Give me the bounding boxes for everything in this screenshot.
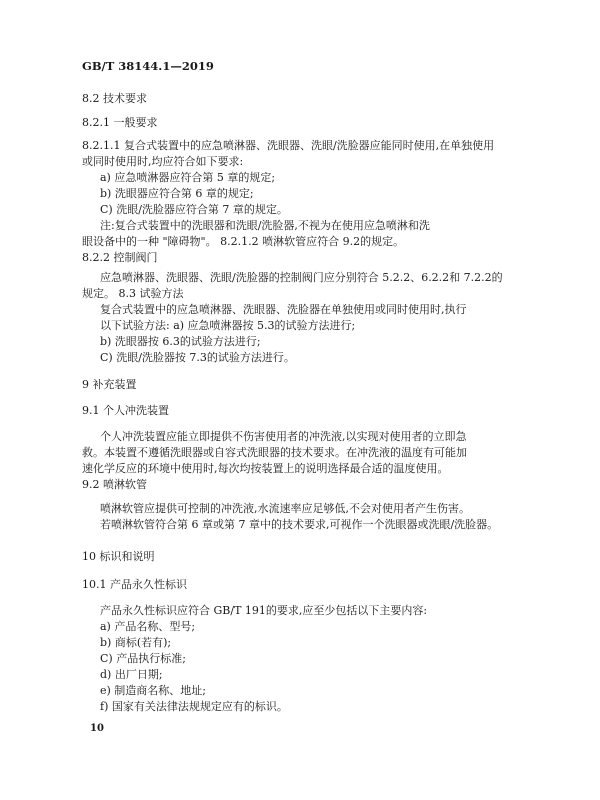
standard-number-header: GB/T 38144.1—2019 (82, 59, 214, 73)
body-line: 若喷淋软管符合第 6 章或第 7 章中的技术要求,可视作一个洗眼器或洗眼/洗脸器。 (100, 518, 499, 531)
list-item: b) 洗眼器按 6.3的试验方法进行; (100, 335, 261, 348)
list-item: f) 国家有关法律法规规定应有的标识。 (100, 700, 288, 713)
body-line: 个人冲洗装置应能立即提供不伤害使用者的冲洗液,以实现对使用者的立即急 (100, 430, 467, 443)
list-item: b) 商标(若有); (100, 636, 172, 649)
section-10-1-heading: 10.1 产品永久性标识 (82, 578, 187, 591)
list-item: b) 洗眼器应符合第 6 章的规定; (100, 187, 254, 200)
list-item: e) 制造商名称、地址; (100, 684, 207, 697)
section-10-heading: 10 标识和说明 (82, 550, 155, 563)
list-item: d) 出厂日期; (100, 668, 163, 681)
list-item: C) 洗眼/洗脸器按 7.3的试验方法进行。 (100, 351, 295, 364)
body-line: 救。本装置不遵循洗眼器或自容式洗眼器的技术要求。在冲洗液的温度有可能加 (82, 446, 467, 459)
section-9-1-heading: 9.1 个人冲洗装置 (82, 404, 169, 417)
section-9-2-heading: 9.2 喷淋软管 (82, 478, 147, 491)
body-line: 或同时使用时,均应符合如下要求: (82, 155, 244, 168)
body-line: 喷淋软管应提供可控制的冲洗液,水流速率应足够低,不会对使用者产生伤害。 (100, 502, 470, 515)
body-line: 规定。 8.3 试验方法 (82, 287, 184, 300)
body-line: 产品永久性标识应符合 GB/T 191的要求,应至少包括以下主要内容: (100, 604, 428, 617)
section-8-2-heading: 8.2 技术要求 (82, 92, 147, 105)
list-item: C) 洗眼/洗脸器应符合第 7 章的规定。 (100, 203, 288, 216)
body-line: 8.2.1.1 复合式装置中的应急喷淋器、洗眼器、洗眼/洗脸器应能同时使用,在单独使用 (82, 139, 495, 152)
note-line: 注:复合式装置中的洗眼器和洗眼/洗脸器,不视为在使用应急喷淋和洗 (100, 219, 430, 232)
section-9-heading: 9 补充装置 (82, 378, 137, 391)
body-line: 速化学反应的环境中使用时,每次均按装置上的说明选择最合适的温度使用。 (82, 462, 449, 475)
list-item: a) 产品名称、型号; (100, 620, 196, 633)
body-line: 应急喷淋器、洗眼器、洗眼/洗脸器的控制阀门应分别符合 5.2.2、6.2.2和 7.2.2的 (100, 271, 503, 284)
note-line: 眼设备中的一种 "障碍物"。 8.2.1.2 喷淋软管应符合 9.2的规定。 (82, 235, 405, 248)
list-item: a) 应急喷淋器应符合第 5 章的规定; (100, 171, 276, 184)
body-line: 复合式装置中的应急喷淋器、洗眼器、洗脸器在单独使用或同时使用时,执行 (100, 303, 467, 316)
page-number: 10 (90, 723, 104, 734)
list-item: C) 产品执行标准; (100, 652, 186, 665)
section-8-2-1-heading: 8.2.1 一般要求 (82, 116, 158, 129)
body-line: 以下试验方法: a) 应急喷淋器按 5.3的试验方法进行; (100, 319, 356, 332)
section-8-2-2-heading: 8.2.2 控制阀门 (82, 251, 158, 264)
